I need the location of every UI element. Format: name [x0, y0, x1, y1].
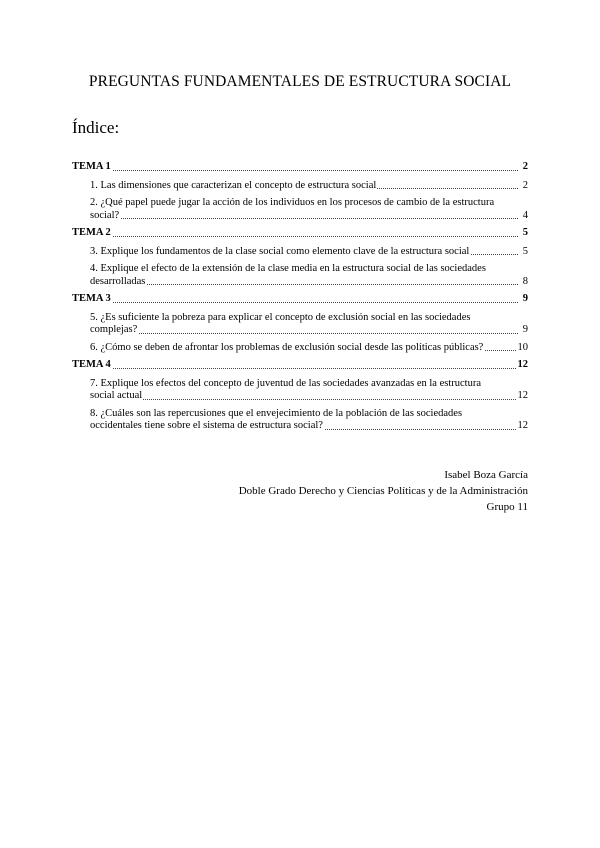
- toc-entry-label: complejas?: [90, 324, 138, 335]
- toc-entry-label: TEMA 3: [72, 293, 111, 304]
- toc-entry-label: 2. ¿Qué papel puede jugar la acción de los individuos en los procesos de cambio de la estructura: [90, 197, 495, 208]
- toc-tema-entry[interactable]: [72, 161, 528, 174]
- leader-dots: [72, 302, 518, 303]
- author-block: [239, 467, 528, 515]
- leader-dots: [90, 333, 518, 334]
- toc-question-entry[interactable]: [90, 312, 528, 337]
- toc-entry-label: occidentales tiene sobre el sistema de estructura social?: [90, 420, 323, 431]
- toc-entry-label: TEMA 4: [72, 359, 111, 370]
- author-degree: Doble Grado Derecho y Ciencias Políticas y de la Administración: [238, 485, 528, 497]
- toc-entry-label: 8. ¿Cuáles son las repercusiones que el envejecimiento de la población de las sociedades: [90, 407, 463, 419]
- author-group: Grupo 11: [486, 501, 528, 513]
- toc-page-number: 12: [517, 359, 528, 370]
- toc-entry-label: social actual: [90, 390, 143, 401]
- toc-page-number: 10: [517, 341, 528, 353]
- toc-entry-label: 5. ¿Es suficiente la pobreza para explicar el concepto de exclusión social en las sociedades: [90, 311, 471, 323]
- index-heading: Índice:: [72, 118, 120, 137]
- table-of-contents: [72, 161, 528, 438]
- toc-tema-entry[interactable]: [72, 293, 528, 306]
- toc-entry-label: desarrolladas: [90, 275, 146, 287]
- leader-dots: [72, 236, 518, 237]
- toc-question-entry[interactable]: [90, 180, 528, 193]
- toc-page-number: 5: [522, 245, 528, 257]
- toc-page-number: 8: [522, 275, 528, 287]
- leader-dots: [90, 399, 518, 400]
- toc-entry-label: 3. Explique los fundamentos de la clase social como elemento clave de la estructura social: [90, 245, 470, 257]
- toc-question-entry[interactable]: [90, 378, 528, 403]
- toc-page-number: 2: [522, 161, 528, 172]
- toc-entry-label: TEMA 2: [72, 227, 111, 238]
- toc-page-number: 9: [522, 324, 528, 335]
- leader-dots: [72, 170, 518, 171]
- document-title: PREGUNTAS FUNDAMENTALES DE ESTRUCTURA SOCIAL: [88, 73, 512, 90]
- toc-page-number: 12: [517, 420, 528, 431]
- toc-tema-entry[interactable]: [72, 359, 528, 372]
- toc-question-entry[interactable]: [90, 342, 528, 355]
- toc-page-number: 2: [522, 179, 528, 191]
- toc-question-entry[interactable]: [90, 263, 528, 288]
- toc-entry-label: 4. Explique el efecto de la extensión de la clase media en la estructura social de las sociedades: [90, 263, 486, 274]
- toc-tema-entry[interactable]: [72, 227, 528, 240]
- toc-question-entry[interactable]: [90, 197, 528, 222]
- leader-dots: [90, 284, 518, 285]
- leader-dots: [72, 368, 518, 369]
- toc-entry-label: social?: [90, 209, 120, 221]
- toc-page-number: 12: [517, 390, 528, 401]
- toc-question-entry[interactable]: [90, 408, 528, 433]
- toc-page-number: 9: [522, 293, 528, 304]
- toc-entry-label: 1. Las dimensiones que caracterizan el concepto de estructura social: [90, 179, 377, 191]
- toc-page-number: 5: [522, 227, 528, 238]
- toc-entry-label: TEMA 1: [72, 161, 111, 172]
- toc-entry-label: 7. Explique los efectos del concepto de juventud de las sociedades avanzadas en la estructura: [90, 377, 481, 389]
- toc-page-number: 4: [522, 209, 528, 221]
- toc-entry-label: 6. ¿Cómo se deben de afrontar los problemas de exclusión social desde las políticas públicas?: [90, 341, 484, 353]
- toc-question-entry[interactable]: [90, 246, 528, 259]
- leader-dots: [90, 218, 518, 219]
- author-name: Isabel Boza García: [444, 469, 528, 481]
